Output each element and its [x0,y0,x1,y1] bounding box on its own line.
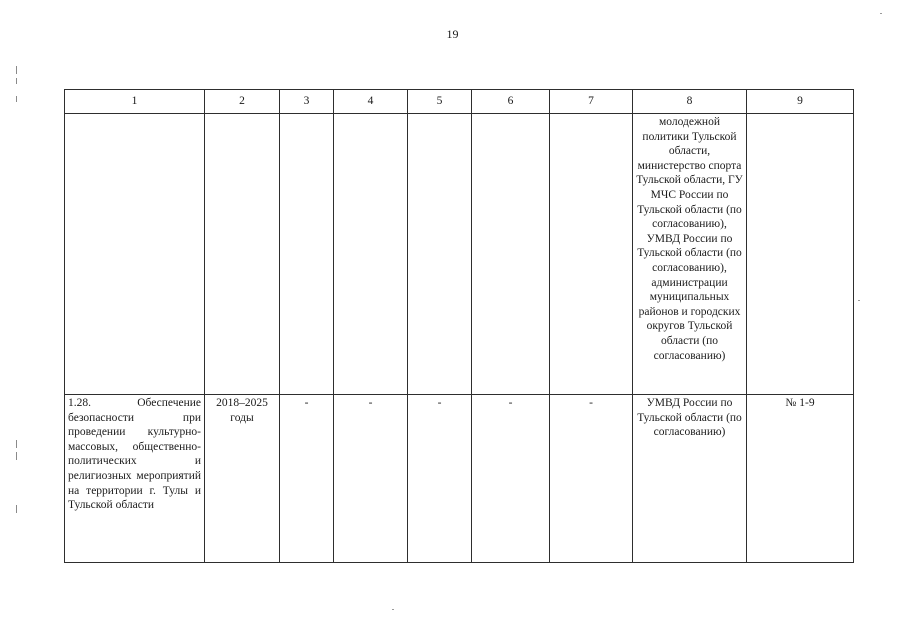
cell-col-7: - [550,395,633,563]
cell-empty [550,114,633,395]
cell-empty [65,114,205,395]
header-col-4: 4 [334,90,408,114]
margin-scan-mark [16,440,17,448]
cell-col-6: - [472,395,550,563]
cell-empty [747,114,854,395]
column-number-header-row [65,90,854,114]
header-col-5: 5 [408,90,472,114]
cell-empty [280,114,334,395]
margin-scan-mark [16,78,17,84]
table-row-continuation [65,114,854,395]
cell-event-name: 1.28. Обеспечение безопасности при проведении культурно-массовых, общественно-политических и религиозных мероприятий на территории г. Тулы и Тульской области [65,395,205,563]
header-col-2: 2 [205,90,280,114]
header-col-8: 8 [633,90,747,114]
cell-empty [472,114,550,395]
header-col-9: 9 [747,90,854,114]
scan-dot [858,300,860,301]
cell-col-3: - [280,395,334,563]
page-number: 19 [446,27,459,41]
cell-empty [205,114,280,395]
cell-indicators: № 1-9 [747,395,854,563]
margin-scan-mark [16,96,17,102]
cell-col-4: - [334,395,408,563]
header-col-6: 6 [472,90,550,114]
table-row-1-28 [65,395,854,563]
header-col-7: 7 [550,90,633,114]
margin-scan-mark [16,505,17,513]
cell-empty [408,114,472,395]
cell-responsible-executors: молодежной политики Тульской области, министерство спорта Тульской области, ГУ МЧС России по Тульской области (по согласованию), УМВД России по Тульской области (по согласованию), администрации муниципальных районов и городских округов Тульской области (по согласованию) [633,114,747,395]
header-col-1: 1 [65,90,205,114]
cell-executor: УМВД России по Тульской области (по согласованию) [633,395,747,563]
cell-col-5: - [408,395,472,563]
margin-scan-mark [16,66,17,74]
header-col-3: 3 [280,90,334,114]
scan-dot [880,13,882,14]
scan-dot [392,609,394,610]
events-table [64,89,854,563]
cell-empty [334,114,408,395]
cell-period: 2018–2025 годы [205,395,280,563]
margin-scan-mark [16,452,17,460]
